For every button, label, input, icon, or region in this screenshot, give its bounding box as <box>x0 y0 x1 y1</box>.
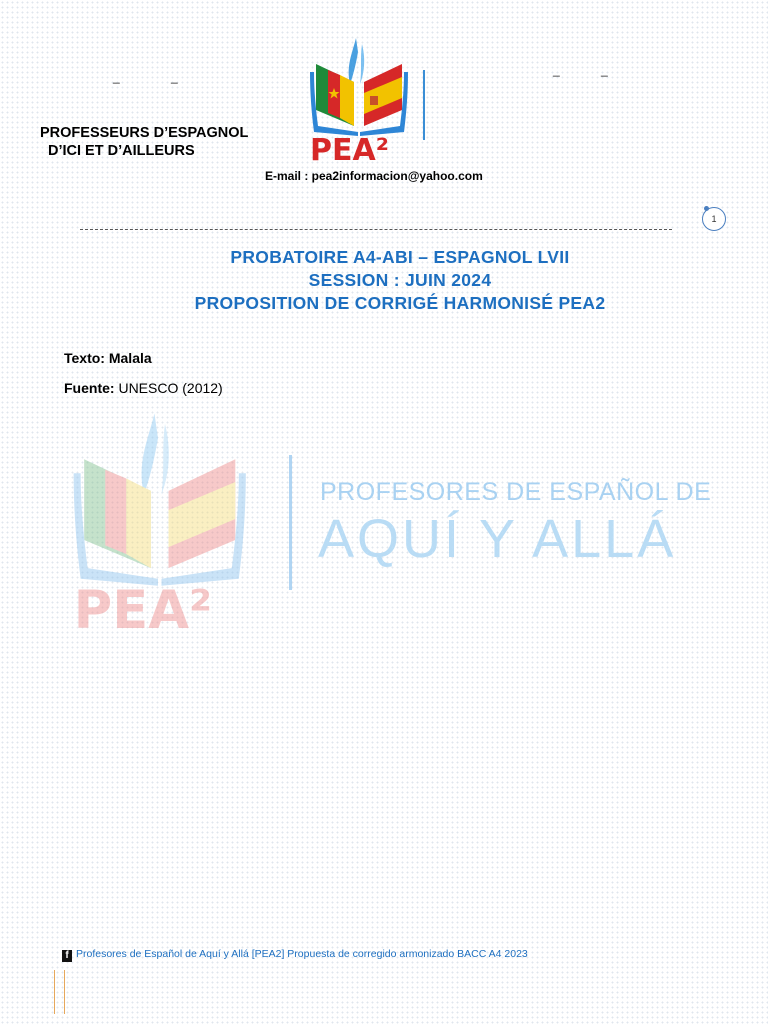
facebook-icon: f <box>62 950 72 962</box>
organization-name <box>40 124 248 160</box>
organization-line-2: D’ICI ET D’AILLEURS <box>48 143 195 159</box>
watermark-logo <box>60 410 270 642</box>
title-line-1: PROBATOIRE A4-ABI – ESPAGNOL LVII <box>230 247 570 267</box>
texto-label: Texto: <box>64 350 105 366</box>
fuente-value: UNESCO (2012) <box>118 380 223 396</box>
header-divider <box>423 70 425 140</box>
document-title <box>0 246 768 315</box>
fuente-label: Fuente: <box>64 380 115 396</box>
header-dash-mark: _ <box>601 63 608 77</box>
header-dash-mark: _ <box>171 70 178 84</box>
dashed-separator <box>80 229 672 230</box>
page-number-badge: 1 <box>702 207 726 231</box>
title-line-2: SESSION : JUIN 2024 <box>308 270 492 290</box>
watermark-line-2: AQUÍ Y ALLÁ <box>318 509 677 569</box>
pea2-logo <box>306 36 418 168</box>
contact-email: E-mail : pea2informacion@yahoo.com <box>265 169 483 183</box>
watermark-divider <box>289 455 292 590</box>
header-dash-mark: _ <box>113 70 120 84</box>
margin-line <box>54 970 65 1014</box>
watermark-logo-text: PEA² <box>73 579 213 641</box>
header-dash-mark: _ <box>553 63 560 77</box>
texto-value: Malala <box>108 350 152 366</box>
page-number-dot <box>704 206 709 211</box>
footer-text: Profesores de Español de Aquí y Allá [PEA2] Propuesta de corregido armonizado BACC A4 2023 <box>76 948 528 960</box>
watermark-line-1: PROFESORES DE ESPAÑOL DE <box>320 478 712 506</box>
texto-line <box>64 350 152 366</box>
footer <box>62 948 528 962</box>
organization-line-1: PROFESSEURS D’ESPAGNOL <box>40 125 249 141</box>
logo-text: PEA² <box>310 133 389 168</box>
title-line-3: PROPOSITION DE CORRIGÉ HARMONISÉ PEA2 <box>194 293 606 313</box>
fuente-line <box>64 380 223 396</box>
